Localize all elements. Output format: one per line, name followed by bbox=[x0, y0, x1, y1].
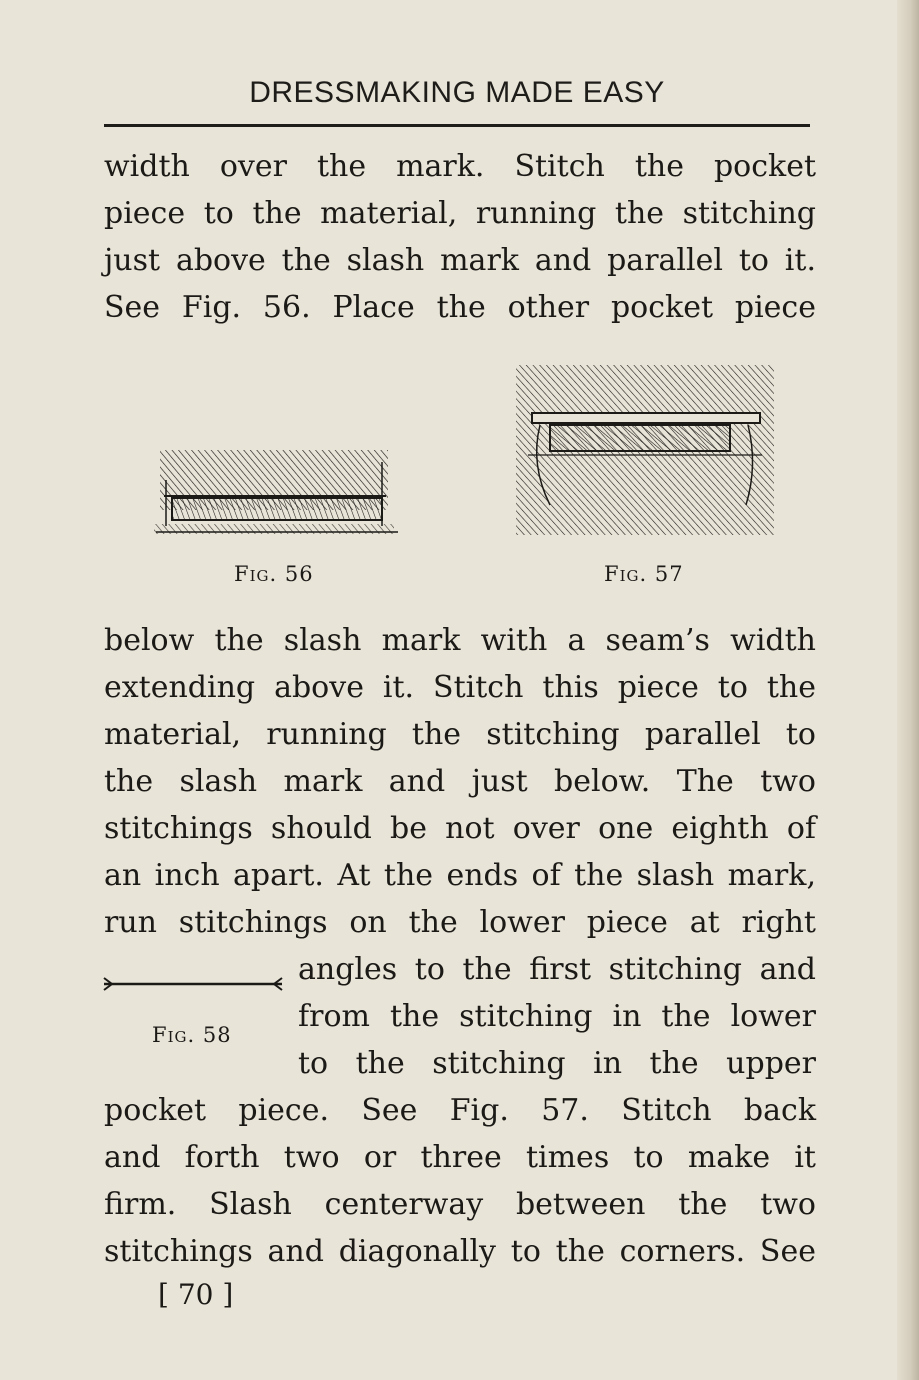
figure-56-illustration bbox=[150, 440, 410, 560]
paragraph-3 bbox=[104, 1087, 816, 1275]
figure-58-caption: Fig. 58 bbox=[152, 1023, 232, 1047]
figure-56-caption: Fig. 56 bbox=[234, 562, 314, 586]
text-line: the slash mark and just below. The two bbox=[104, 764, 816, 799]
text-line: an inch apart. At the ends of the slash mark, bbox=[104, 858, 816, 893]
text-line: See Fig. 56. Place the other pocket piece bbox=[104, 290, 816, 325]
text-line: stitchings and diagonally to the corners. See bbox=[104, 1234, 816, 1269]
text-line: angles to the first stitching and bbox=[298, 952, 816, 987]
figure-57-illustration bbox=[510, 355, 780, 545]
page-edge bbox=[897, 0, 919, 1380]
text-line: just above the slash mark and parallel to it. bbox=[104, 243, 816, 278]
text-line: piece to the material, running the stitching bbox=[104, 196, 816, 231]
text-line: stitchings should be not over one eighth of bbox=[104, 811, 816, 846]
text-line: material, running the stitching parallel to bbox=[104, 717, 816, 752]
paragraph-1 bbox=[104, 143, 816, 331]
text-line: and forth two or three times to make it bbox=[104, 1140, 816, 1175]
text-line: to the stitching in the upper bbox=[298, 1046, 816, 1081]
figure-58-illustration bbox=[100, 972, 290, 996]
text-line: run stitchings on the lower piece at right bbox=[104, 905, 816, 940]
page-number: [ 70 ] bbox=[158, 1278, 234, 1311]
header-rule bbox=[104, 124, 810, 127]
paragraph-wrap bbox=[298, 946, 816, 1087]
text-line: from the stitching in the lower bbox=[298, 999, 816, 1034]
text-line: extending above it. Stitch this piece to the bbox=[104, 670, 816, 705]
figure-57-caption: Fig. 57 bbox=[604, 562, 684, 586]
paragraph-2 bbox=[104, 617, 816, 946]
text-line: firm. Slash centerway between the two bbox=[104, 1187, 816, 1222]
text-line: pocket piece. See Fig. 57. Stitch back bbox=[104, 1093, 816, 1128]
text-line: width over the mark. Stitch the pocket bbox=[104, 149, 816, 184]
text-line: below the slash mark with a seam’s width bbox=[104, 623, 816, 658]
running-header: DRESSMAKING MADE EASY bbox=[249, 76, 665, 109]
